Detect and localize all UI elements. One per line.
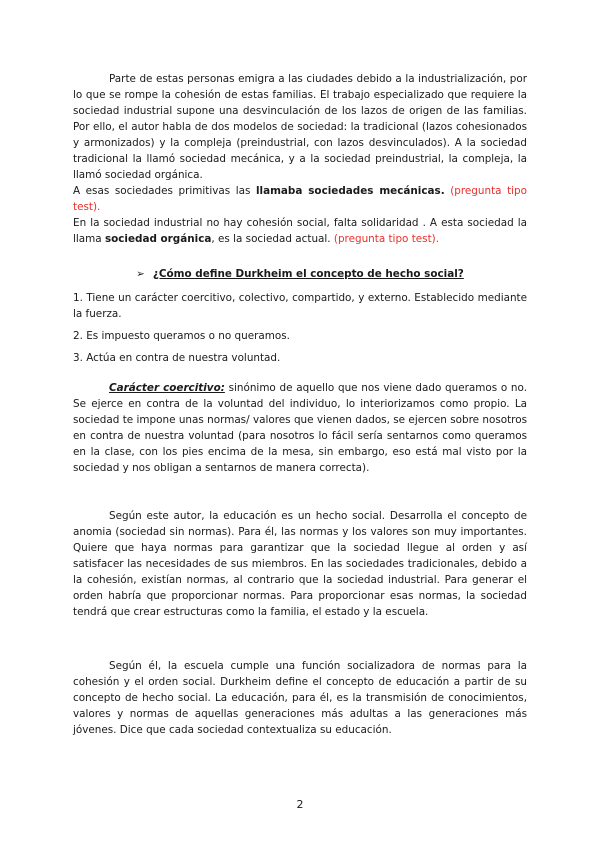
paragraph-escuela: Según él, la escuela cumple una función socializadora de normas para la cohesión y el orden social. Durkheim define el concepto de educación a partir de su concepto de hecho social. La educación, para él, es la transmisión de conocimientos, valores y normas de aquellas generaciones más adultas a las generaciones más jóvenes. Dice que cada sociedad contextualiza su educación. (73, 660, 527, 736)
intro-section (73, 71, 527, 247)
paragraph-sociedad-organica: En la sociedad industrial no hay cohesión social, falta solidaridad . A esta sociedad la llama sociedad orgánica, es la sociedad actual. (pregunta tipo test). (73, 217, 527, 245)
paragraph-sociedades-mecanicas: A esas sociedades primitivas las llamaba sociedades mecánicas. (pregunta tipo test). (73, 185, 527, 213)
page-number: 2 (296, 798, 304, 811)
escuela-section (73, 658, 527, 738)
heading-text: ¿Cómo define Durkheim el concepto de hecho social? (152, 268, 464, 280)
list-item: 3. Actúa en contra de nuestra voluntad. (73, 352, 281, 364)
coercitivo-section (73, 380, 527, 476)
section-heading (0, 266, 600, 282)
highlight-sociedad-organica: sociedad orgánica (104, 233, 212, 245)
anomia-section (73, 508, 527, 620)
paragraph-industrializacion: Parte de estas personas emigra a las ciudades debido a la industrialización, por lo que se rompe la cohesión de estas familias. El trabajo especializado que requiere la sociedad industrial supone una desvinculación de los lazos de origen de las familias. Por ello, el autor habla de dos modelos de sociedad: la tradicional (lazos cohesionados y armonizados) y la compleja (preindustrial, con lazos desvinculados). A la sociedad tradicional la llamó sociedad mecánica, y a la sociedad preindustrial, la compleja, la llamó sociedad orgánica. (73, 73, 527, 181)
paragraph-anomia: Según este autor, la educación es un hecho social. Desarrolla el concepto de anomia (sociedad sin normas). Para él, las normas y los valores son muy importantes. Quiere que haya normas para garantizar que la sociedad llegue al orden y así satisfacer las necesidades de sus miembros. En las sociedades tradicionales, debido a la cohesión, existían normas, al contrario que la sociedad industrial. Para generar el orden habría que proporcionar normas. Para proporcionar esas normas, la sociedad tendrá que crear estructuras como la familia, el estado y la escuela. (73, 510, 527, 618)
test-question-note: (pregunta tipo test). (333, 233, 440, 245)
test-question-note: (pregunta tipo test). (73, 185, 527, 213)
list-item: 1. Tiene un carácter coercitivo, colectivo, compartido, y externo. Establecido mediante la fuerza. (73, 292, 527, 320)
list-item: 2. Es impuesto queramos o no queramos. (73, 330, 290, 342)
highlight-sociedades-mecanicas: llamaba sociedades mecánicas. (255, 185, 445, 197)
arrow-bullet-icon: ➢ (136, 268, 145, 280)
characteristics-list (73, 290, 527, 366)
term-caracter-coercitivo: Carácter coercitivo: (109, 382, 225, 394)
paragraph-coercitivo: Carácter coercitivo: sinónimo de aquello que nos viene dado queramos o no. Se ejerce en contra de la voluntad del individuo, lo interiorizamos como propio. La sociedad te impone unas normas/ valores que vienen dados, se ejercen sobre nosotros en contra de nuestra voluntad (para nosotros lo fácil sería sentarnos como queramos en la clase, con los pies encima de la mesa, sin embargo, eso está mal visto por la sociedad y nos obligan a sentarnos de manera correcta). (73, 382, 527, 474)
